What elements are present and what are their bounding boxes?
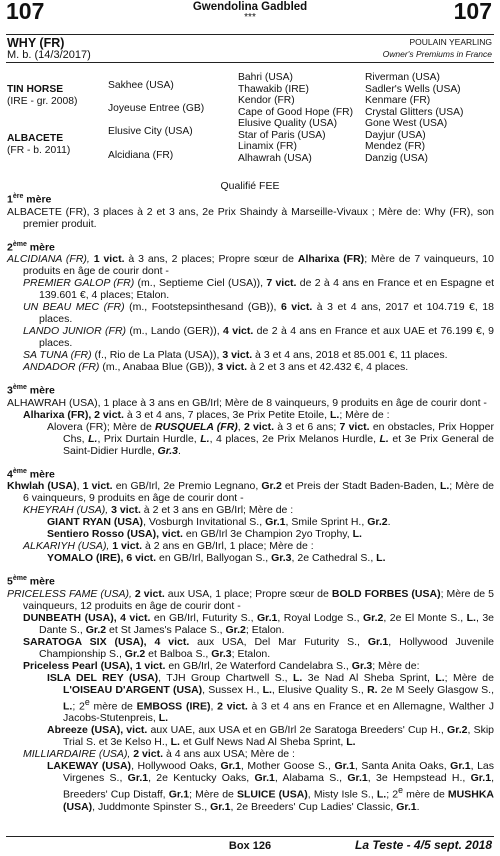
pedigree-gen4: Riverman (USA) xyxy=(365,72,440,83)
produce-entry: ANDADOR (FR) (m., Anabaa Blue (GB)), 3 vict. à 2 et 3 ans et 42.432 €, 4 places. xyxy=(23,361,409,373)
produce-entry: ISLA DEL REY (USA), TJH Group Chartwell S., L. 3e Nad Al Sheba Sprint, L.; Mère de L'OISEAU D'ARGENT (USA), Sussex H., L., Elusive Quality S., R. 2e M Seely Glasgow S., L.; 2e mère de EMBOSS (IRE), 2 vict. à 3 et 4 ans en France et en Allemagne, Walther J Jacobs-Stutenpreis, L. xyxy=(47,671,495,724)
pedigree-gen3: Kendor (FR) xyxy=(238,95,295,106)
page-footer xyxy=(0,836,500,854)
pedigree-gen2: Elusive City (USA) xyxy=(108,126,193,137)
produce-entry: PREMIER GALOP (FR) (m., Septieme Ciel (USA)), 7 vict. de 2 à 4 ans en France et en Espagne et 139.601 €, 4 places; Etalon. xyxy=(23,277,494,301)
produce-entry: LANDO JUNIOR (FR) (m., Lando (GER)), 4 vict. de 2 à 4 ans en France et aux UAE et 76.199 €, 9 places. xyxy=(23,325,494,349)
dam-paragraph: ALBACETE (FR), 3 places à 2 et 3 ans, 2e Prix Shaindy à Marseille-Vivaux ; Mère de: Why (FR), son premier produit. xyxy=(7,205,494,230)
section-heading-5: 5ème mère xyxy=(7,575,55,588)
produce-entry: GIANT RYAN (USA), Vosburgh Invitational S., Gr.1, Smile Sprint H., Gr.2. xyxy=(47,516,391,528)
pedigree-gen4: Mendez (FR) xyxy=(365,141,426,152)
produce-entry: Sentiero Rosso (USA), vict. en GB/Irl 3e Champion 2yo Trophy, L. xyxy=(47,528,362,540)
section-heading-2: 2ème mère xyxy=(7,240,55,253)
pedigree-gen4: Gone West (USA) xyxy=(365,118,448,129)
pedigree-sire-info: (IRE - gr. 2008) xyxy=(7,96,78,107)
lot-number-right: 107 xyxy=(453,0,492,24)
horse-type: POULAIN YEARLING xyxy=(409,37,492,47)
second-dam-paragraph: ALCIDIANA (FR), 1 vict. à 3 ans, 2 places; Propre sœur de Alharixa (FR); Mère de 7 vainqueurs, 10 produits en âge de courir dont - xyxy=(7,253,494,277)
third-dam-paragraph: ALHAWRAH (USA), 1 place à 3 ans en GB/Irl; Mère de 8 vainqueurs, 9 produits en âge de courir dont - xyxy=(7,396,487,409)
produce-entry: ALKARIYH (USA), 1 vict. à 2 ans en GB/Irl, 1 place; Mère de : xyxy=(23,540,314,552)
section-heading-3: 3ème mère xyxy=(7,384,55,397)
pedigree-gen4: Sadler's Wells (USA) xyxy=(365,83,461,95)
horse-name: WHY (FR) xyxy=(7,36,65,50)
produce-entry: MILLIARDAIRE (USA), 2 vict. à 4 ans aux USA; Mère de : xyxy=(23,748,295,760)
pedigree-dam-info: (FR - b. 2011) xyxy=(7,145,71,156)
pedigree-gen3: Elusive Quality (USA) xyxy=(238,118,337,129)
produce-entry: Abreeze (USA), vict. aux UAE, aux USA et en GB/Irl 2e Saratoga Breeders' Cup H., Gr.2, Skip Trial S. et 3e Kelso H., L. et Gulf News Nad Al Sheba Sprint, L. xyxy=(47,724,495,748)
owner-premiums: Owner's Premiums in France xyxy=(382,49,492,59)
produce-entry: SA TUNA (FR) (f., Rio de La Plata (USA)), 3 vict. à 3 et 4 ans, 2018 et 85.001 €, 11 places. xyxy=(23,349,448,361)
pedigree-dam: ALBACETE xyxy=(7,133,64,144)
produce-entry: Priceless Pearl (USA), 1 vict. en GB/Irl, 2e Waterford Candelabra S., Gr.3; Mère de: xyxy=(23,659,420,672)
section-heading-1: 1ère mère xyxy=(7,193,52,206)
produce-entry: UN BEAU MEC (FR) (m., Footstepsinthesand (GB)), 6 vict. à 3 et 4 ans, 2017 et 104.719 €, 18 places. xyxy=(23,301,494,325)
lot-number-left: 107 xyxy=(6,0,45,24)
pedigree-gen4: Crystal Glitters (USA) xyxy=(365,106,464,118)
box-number: Box 126 xyxy=(228,840,272,852)
pedigree-gen2: Alcidiana (FR) xyxy=(108,150,174,161)
produce-entry: KHEYRAH (USA), 3 vict. à 2 et 3 ans en GB/Irl; Mère de : xyxy=(23,504,294,516)
produce-entry: LAKEWAY (USA), Hollywood Oaks, Gr.1, Mother Goose S., Gr.1, Santa Anita Oaks, Gr.1, Las Virgenes S., Gr.1, 2e Kentucky Oaks, Gr.1, Alabama S., Gr.1, 3e Hempstead H., Gr.1, Breeders' Cup Distaff, Gr.1; Mère de SLUICE (USA), Misty Isle S., L.; 2e mère de MUSHKA (USA), Juddmonte Spinster S., Gr.1, 2e Breeders' Cup Ladies' Classic, Gr.1. xyxy=(47,760,494,813)
pedigree-gen3: Cape of Good Hope (FR) xyxy=(238,106,354,118)
pedigree-gen3: Bahri (USA) xyxy=(238,72,293,83)
horse-sex-dob: M. b. (14/3/2017) xyxy=(7,49,91,61)
fourth-dam-paragraph: Khwlah (USA), 1 vict. en GB/Irl, 2e Premio Legnano, Gr.2 et Preis der Stadt Baden-Baden, L.; Mère de 6 vainqueurs, 9 produits en âge de courir dont - xyxy=(7,480,495,504)
pedigree-gen4: Danzig (USA) xyxy=(365,152,428,164)
pedigree-top-rule xyxy=(6,62,494,63)
pedigree-gen3: Star of Paris (USA) xyxy=(238,129,326,141)
sale-place-date: La Teste - 4/5 sept. 2018 xyxy=(355,838,492,852)
pedigree-gen2: Sakhee (USA) xyxy=(108,80,174,91)
pedigree-gen4: Dayjur (USA) xyxy=(365,129,426,141)
pedigree-table xyxy=(0,72,500,172)
pedigree-sire: TIN HORSE xyxy=(7,84,64,95)
produce-entry: Alovera (FR); Mère de RUSQUELA (FR), 2 vict. à 3 et 6 ans; 7 vict. en obstacles, Prix Hopper Chs, L., Prix Durtain Hurdle, L., 4 places, 2e Prix Melanos Hurdle, L. et 3e Prix General de Saint-Didier Hurdle, Gr.3. xyxy=(47,420,494,457)
produce-entry: DUNBEATH (USA), 4 vict. en GB/Irl, Futurity S., Gr.1, Royal Lodge S., Gr.2, 2e El Monte S., L., 3e Dante S., Gr.2 et St James's Palace S., Gr.2; Etalon. xyxy=(23,611,494,636)
page-header xyxy=(0,0,500,34)
produce-entry: YOMALO (IRE), 6 vict. en GB/Irl, Ballyogan S., Gr.3, 2e Cathedral S., L. xyxy=(47,552,386,564)
section-heading-4: 4ème mère xyxy=(7,467,55,480)
pedigree-gen3: Linamix (FR) xyxy=(238,141,297,152)
family-notes xyxy=(7,191,494,813)
consignor-stars: *** xyxy=(244,12,256,23)
header-rule xyxy=(6,34,494,35)
produce-entry: Alharixa (FR), 2 vict. à 3 et 4 ans, 7 places, 3e Prix Petite Etoile, L.; Mère de : xyxy=(23,408,390,421)
fifth-dam-paragraph: PRICELESS FAME (USA), 2 vict. aux USA, 1 place; Propre sœur de BOLD FORBES (USA); Mère de 5 vainqueurs, 12 produits en âge de courir dont - xyxy=(7,587,494,612)
produce-entry: SARATOGA SIX (USA), 4 vict. aux USA, Del Mar Futurity S., Gr.1, Hollywood Juvenile Championship S., Gr.2 et Balboa S., Gr.3; Etalon. xyxy=(23,635,495,660)
consignor-name: Gwendolina Gadbled xyxy=(192,1,308,13)
pedigree-gen2: Joyeuse Entree (GB) xyxy=(108,103,205,114)
pedigree-gen3: Thawakib (IRE) xyxy=(238,83,309,95)
pedigree-gen4: Kenmare (FR) xyxy=(365,95,431,106)
pedigree-gen3: Alhawrah (USA) xyxy=(238,152,312,164)
qualification: Qualifié FEE xyxy=(220,180,280,192)
